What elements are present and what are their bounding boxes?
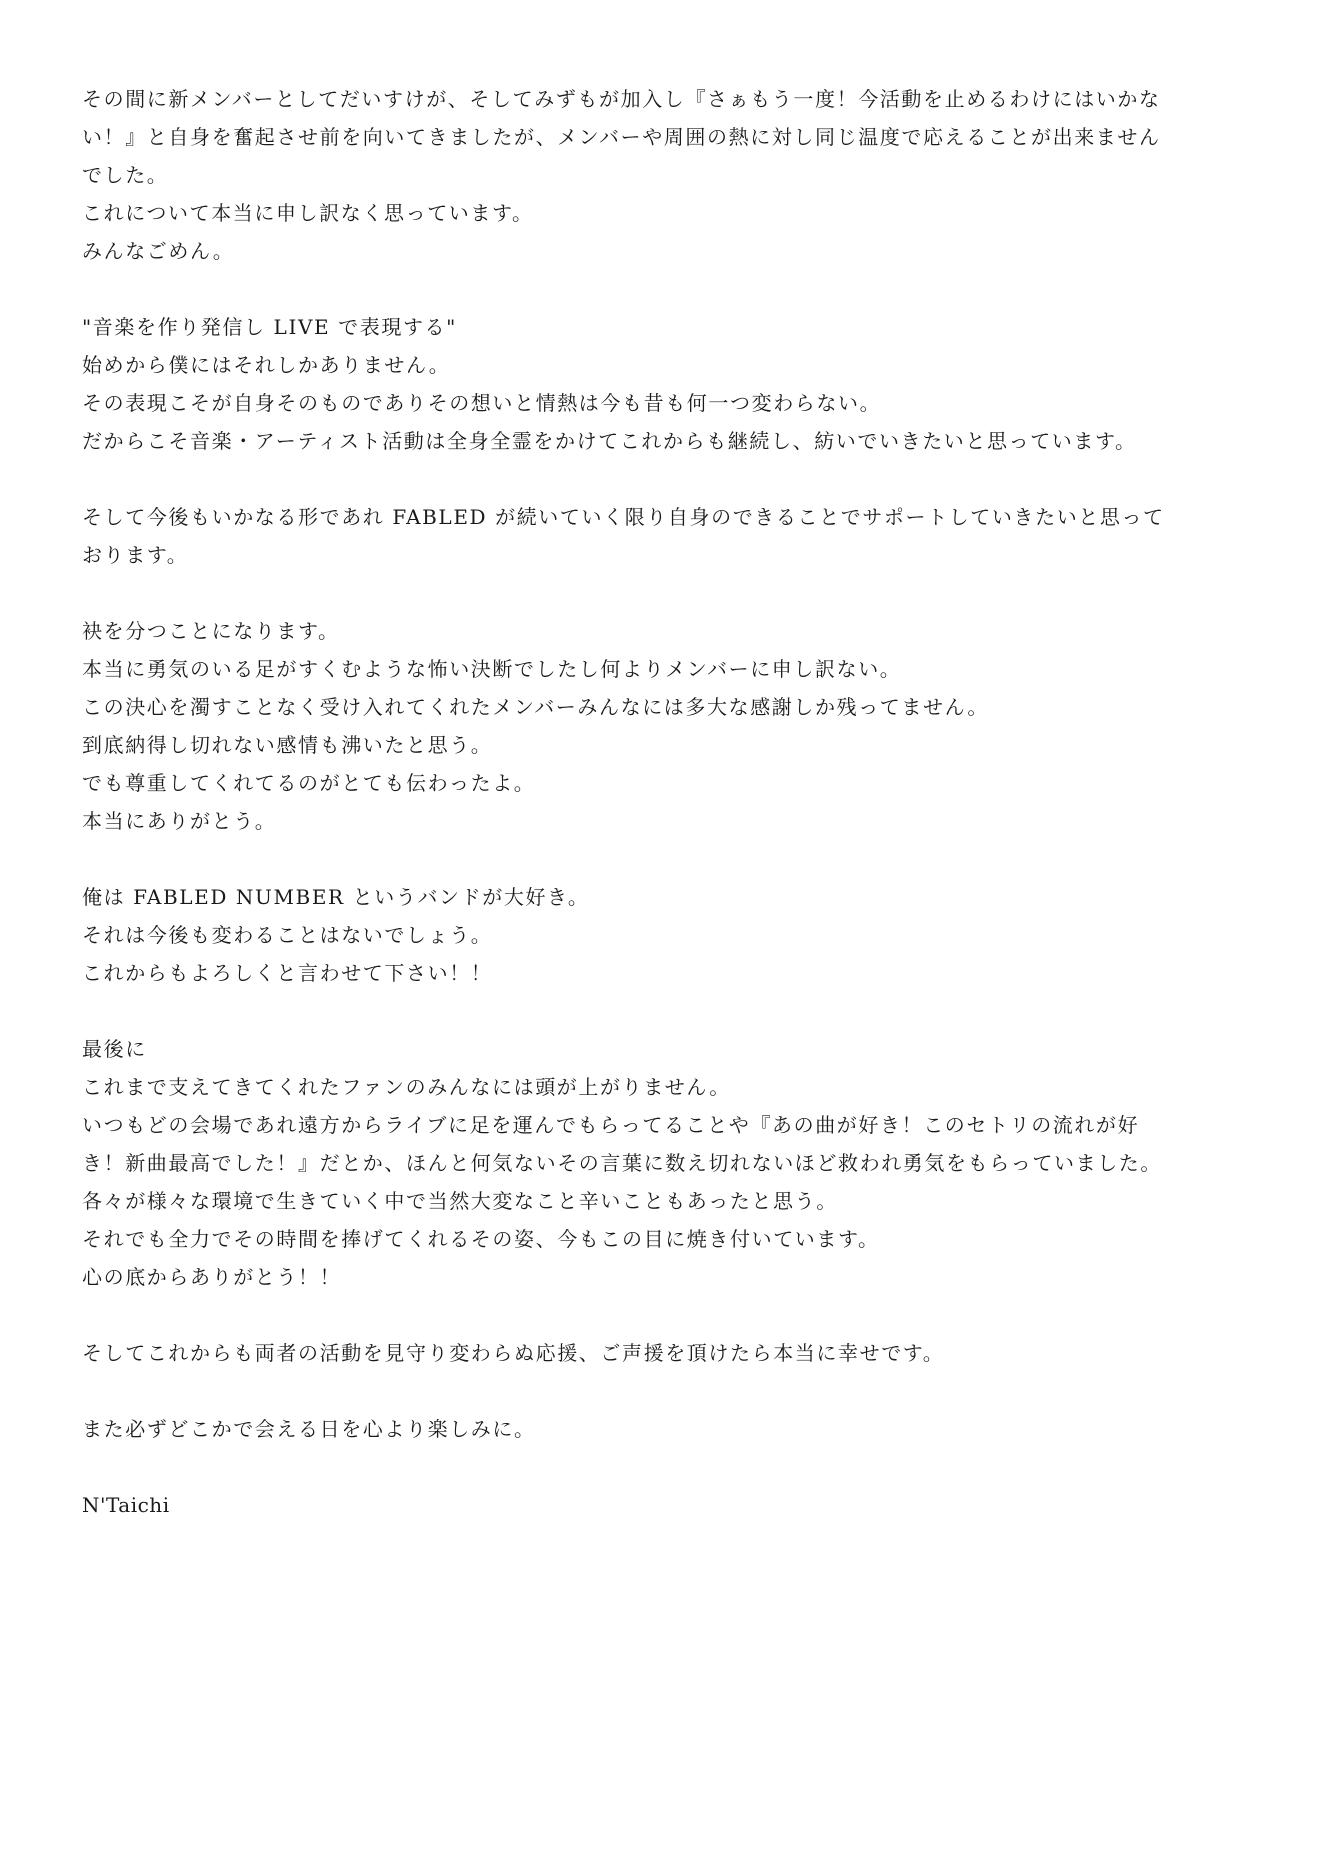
text-line: 到底納得し切れない感情も沸いたと思う。 — [82, 733, 493, 757]
text-line: だからこそ音楽・アーティスト活動は全身全霊をかけてこれからも継続し、紡いでいきたいと思っています。 — [82, 429, 1137, 453]
text-line: そしてこれからも両者の活動を見守り変わらぬ応援、ご声援を頂けたら本当に幸せです。 — [82, 1341, 945, 1365]
text-line: 本当にありがとう。 — [82, 809, 277, 833]
paragraph-band-love — [82, 878, 1252, 992]
paragraph-parting — [82, 612, 1252, 840]
text-line: その間に新メンバーとしてだいすけが、そしてみずもが加入し『さぁもう一度！今活動を止めるわけにはいかな — [82, 87, 1161, 111]
text-line: 心の底からありがとう！！ — [82, 1265, 342, 1289]
text-line: これからもよろしくと言わせて下さい！！ — [82, 961, 493, 985]
text-line: この決心を濁すことなく受け入れてくれたメンバーみんなには多大な感謝しか残ってません。 — [82, 695, 989, 719]
text-line: それは今後も変わることはないでしょう。 — [82, 923, 493, 947]
text-line: でした。 — [82, 163, 169, 187]
text-line: き！新曲最高でした！』だとか、ほんと何気ないその言葉に数え切れないほど救われ勇気をもらっていました。 — [82, 1151, 1162, 1175]
text-line: これまで支えてきてくれたファンのみんなには頭が上がりません。 — [82, 1075, 731, 1099]
text-line: 始めから僕にはそれしかありません。 — [82, 353, 451, 377]
paragraph-fans — [82, 1030, 1252, 1296]
text-line: 最後に — [82, 1037, 147, 1061]
text-line: 袂を分つことになります。 — [82, 619, 340, 643]
text-line: 本当に勇気のいる足がすくむような怖い決断でしたし何よりメンバーに申し訳ない。 — [82, 657, 902, 681]
text-line: そして今後もいかなる形であれ FABLED が続いていく限り自身のできることでサポートしていきたいと思って — [82, 505, 1165, 529]
paragraph-music — [82, 308, 1252, 460]
text-line: "音楽を作り発信し LIVE で表現する" — [82, 315, 457, 339]
paragraph-support — [82, 498, 1252, 574]
text-line: おります。 — [82, 543, 189, 567]
paragraph-apology — [82, 80, 1252, 270]
text-line: 俺は FABLED NUMBER というバンドが大好き。 — [82, 885, 590, 909]
text-line: い！』と自身を奮起させ前を向いてきましたが、メンバーや周囲の熱に対し同じ温度で応えることが出来ません — [82, 125, 1161, 149]
text-line: また必ずどこかで会える日を心より楽しみに。 — [82, 1417, 536, 1441]
text-line: みんなごめん。 — [82, 239, 235, 263]
paragraph-closing — [82, 1410, 1252, 1448]
text-line: その表現こそが自身そのものでありその想いと情熱は今も昔も何一つ変わらない。 — [82, 391, 882, 415]
text-line: でも尊重してくれてるのがとても伝わったよ。 — [82, 771, 536, 795]
text-line: 各々が様々な環境で生きていく中で当然大変なこと辛いこともあったと思う。 — [82, 1189, 838, 1213]
text-line: いつもどの会場であれ遠方からライブに足を運んでもらってることや『あの曲が好き！このセトリの流れが好 — [82, 1113, 1140, 1137]
letter-body — [82, 80, 1252, 1524]
text-line: これについて本当に申し訳なく思っています。 — [82, 201, 534, 225]
signature: N'Taichi — [82, 1493, 170, 1517]
paragraph-support-request — [82, 1334, 1252, 1372]
text-line: それでも全力でその時間を捧げてくれるその姿、今もこの目に焼き付いています。 — [82, 1227, 880, 1251]
